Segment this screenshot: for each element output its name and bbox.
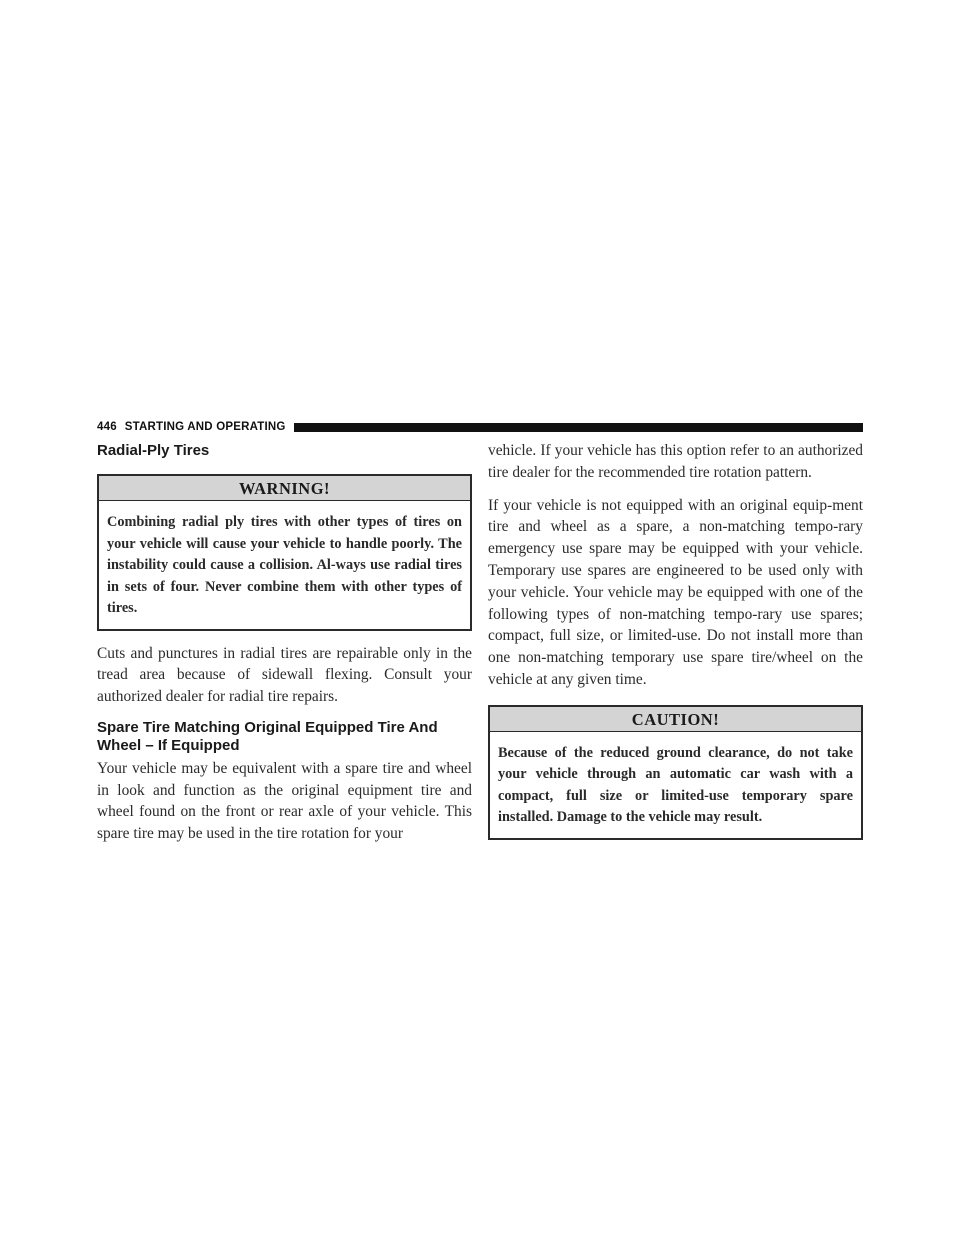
paragraph-spare-equivalent: Your vehicle may be equivalent with a spare tire and wheel in look and function as the original equipment tire and wheel found on the front or rear axle of your vehicle. This spare tire may be used in the tire rotation for your [97, 759, 472, 843]
caution-title: CAUTION! [490, 707, 861, 732]
right-column [488, 440, 863, 840]
header-rule [294, 423, 863, 432]
heading-spare-tire-matching: Spare Tire Matching Original Equipped Tire And Wheel – If Equipped [97, 718, 438, 754]
caution-text: Because of the reduced ground clearance, do not take your vehicle through an automatic car wash with a compact, full size or limited-use temporary spare installed. Damage to the vehicle may result. [498, 744, 853, 826]
warning-text: Combining radial ply tires with other types of tires on your vehicle will cause your vehicle to handle poorly. The instability could cause a collision. Al-ways use radial tires in sets of four. Never combine them with other types of tires. [107, 514, 462, 616]
paragraph-rotation-pattern: vehicle. If your vehicle has this option refer to an authorized tire dealer for the recommended tire rotation pattern. [488, 442, 863, 481]
caution-box [488, 705, 863, 840]
warning-box [97, 474, 472, 631]
warning-title: WARNING! [99, 476, 470, 501]
paragraph-cuts-punctures: Cuts and punctures in radial tires are repairable only in the tread area because of sidewall flexing. Consult your authorized dealer for radial tire repairs. [97, 644, 472, 706]
page-number: 446 [97, 421, 117, 433]
page-header [97, 419, 863, 435]
section-title: STARTING AND OPERATING [124, 421, 286, 433]
paragraph-non-matching-spare: If your vehicle is not equipped with an original equip-ment tire and wheel as a spare, a non-matching tempo-rary emergency use spare may be equipped with your vehicle. Temporary use spares are engineered to be used only with your vehicle. Your vehicle may be equipped with one of the following types of non-matching tempo-rary use spares; compact, full size, or limited-use. Do not install more than one non-matching temporary use spare tire/wheel on the vehicle at any given time. [488, 496, 863, 688]
left-column [97, 442, 472, 845]
heading-radial-ply-tires: Radial-Ply Tires [97, 442, 210, 459]
